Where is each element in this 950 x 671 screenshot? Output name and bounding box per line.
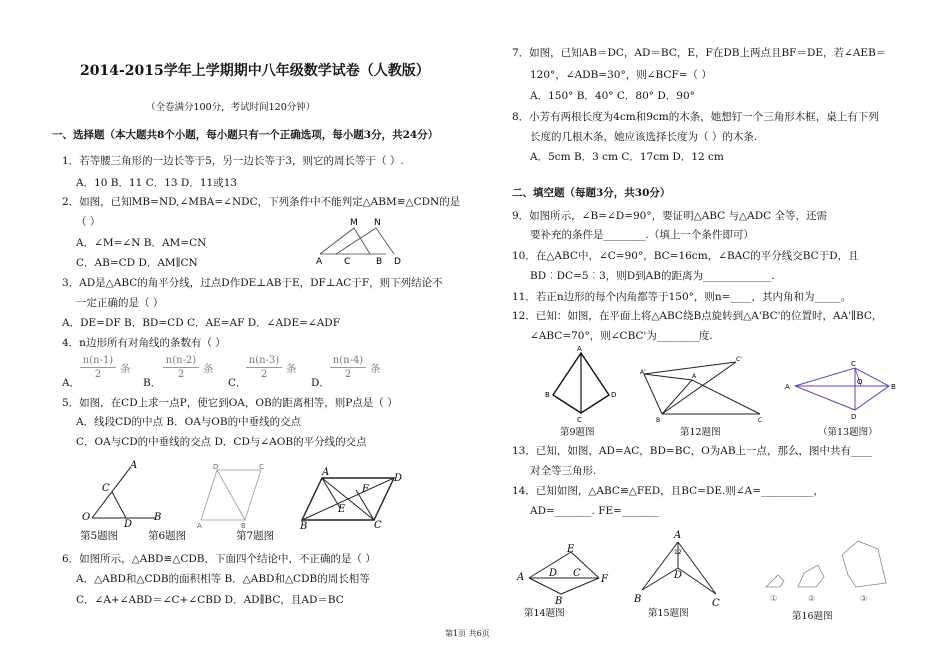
numerator: n(n-3) <box>248 355 280 366</box>
option-a-unit: 条 <box>120 363 131 375</box>
question-3-line-2: 一定正确的是（ ） <box>76 297 164 309</box>
question-7: 7．如图，已知AB＝DC，AD＝BC，E，F在DB上两点且BF＝DE，若∠AEB＝ <box>512 47 887 59</box>
figure-5 <box>80 458 170 528</box>
figure-14-caption: 第14题图 <box>524 608 565 619</box>
question-9: 9．如图所示，∠B=∠D=90°，要证明△ABC 与△ADC 全等，还需 <box>512 210 828 222</box>
option-c-unit: 条 <box>286 363 297 375</box>
question-11: 11．若正n边形的每个内角都等于150°，则n=____，其内角和为_____。 <box>512 291 852 303</box>
piece-3-label: ③ <box>860 594 868 603</box>
option-b-label: B． <box>143 377 162 389</box>
question-2-figure <box>316 216 406 266</box>
label-b: B <box>241 522 246 530</box>
label-a: A <box>130 460 138 471</box>
numerator: n(n-2) <box>165 355 197 366</box>
question-3-options: A．DE=DF B．BD=CD C．AE=AF D．∠ADE=∠ADF <box>62 317 340 329</box>
piece-2-label: ② <box>808 594 816 603</box>
question-14: 14．已知如图，△ABC≌△FED，且BC=DE.则∠A=__________， <box>512 485 825 497</box>
label-a: A <box>517 572 525 583</box>
question-5-options-1: A．线段CD的中点 B．OA与OB的中垂线的交点 <box>76 416 302 428</box>
label-c: C <box>712 598 720 609</box>
label-a: A <box>197 522 202 530</box>
question-2: 2．如图，已知MB=ND,∠MBA=∠NDC，下列条件中不能判定△ABM≌△CDN的是 <box>62 196 461 208</box>
denominator: 2 <box>260 369 268 380</box>
label-d: D <box>674 570 683 581</box>
label-m: M <box>350 218 358 228</box>
figure-12 <box>636 352 771 422</box>
option-b-unit: 条 <box>203 363 214 375</box>
label-c: C <box>758 417 763 424</box>
label-b: B <box>545 391 550 399</box>
label-d: D <box>394 473 403 484</box>
label-e: E <box>567 544 575 555</box>
label-a: A <box>692 373 697 380</box>
label-d: D <box>394 257 401 267</box>
option-d-label: D． <box>311 377 330 389</box>
figure-13-caption: （第13题图） <box>818 427 878 438</box>
question-4: 4．n边形所有对角线的条数有（ ） <box>62 337 226 349</box>
label-d: D <box>213 463 219 471</box>
denominator: 2 <box>344 369 352 380</box>
label-b: B <box>656 417 661 424</box>
label-c: C <box>577 416 582 424</box>
question-7-line-2: 120°，∠ADB=30°，则∠BCF=（ ） <box>530 69 712 81</box>
figure-7-caption: 第7题图 <box>236 530 275 542</box>
question-8-options: A．5cm B．3 cm C．17cm D．12 cm <box>530 151 724 163</box>
label-f: F <box>362 484 369 495</box>
figure-14 <box>515 542 615 607</box>
question-10-line-2: BD︰DC=5︰3，则D到AB的距离为_____________. <box>530 270 775 282</box>
label-c: C <box>102 483 110 494</box>
figure-15 <box>632 528 722 608</box>
option-c-label: C． <box>228 377 247 389</box>
figure-6-caption: 第6题图 <box>148 530 187 542</box>
label-d: D <box>549 568 558 579</box>
question-7-options: A．150° B．40° C．80° D．90° <box>530 90 695 102</box>
label-o: O <box>857 378 863 386</box>
denominator: 2 <box>177 369 185 380</box>
question-2-bracket: （ ） <box>76 216 101 228</box>
option-b-fraction <box>163 355 199 380</box>
label-f: F <box>601 574 608 585</box>
label-b: B <box>891 383 896 391</box>
question-6-options-2: C．∠A+∠ABD＝∠C+∠CBD D．AD∥BC，且AD＝BC <box>76 594 344 606</box>
label-c-prime: C' <box>736 356 742 363</box>
exam-info: （全卷满分100分，考试时间120分钟） <box>146 102 316 113</box>
label-a: A <box>785 383 790 391</box>
figure-16 <box>762 535 892 607</box>
label-d: D <box>611 391 617 399</box>
question-12-line-2: ∠ABC=70°，则∠CBC'为________度. <box>530 330 713 342</box>
question-5: 5．如图，在CD上求一点P，使它到OA，OB的距离相等，则P点是（ ） <box>62 397 398 409</box>
section-2-heading: 二、填空题（每题3分，共30分） <box>512 187 671 199</box>
piece-1-label: ① <box>770 594 778 603</box>
question-6-options-1: A．△ABD和△CDB的面积相等 B．△ABD和△CDB的周长相等 <box>76 573 370 585</box>
label-b: B <box>300 521 308 532</box>
label-c: C <box>344 257 351 267</box>
label-b: B <box>376 257 383 267</box>
question-1: 1．若等腰三角形的一边长等于5，另一边长等于3，则它的周长等于（ ）. <box>62 155 404 167</box>
question-3: 3．AD是△ABC的角平分线，过点D作DE⊥AB于E，DF⊥AC于F，则下列结论不 <box>62 277 443 289</box>
question-13: 13．已知，如图，AD=AC，BD=BC，O为AB上一点，那么，图中共有____ <box>512 445 873 457</box>
label-a: A <box>322 467 330 478</box>
question-5-options-2: C．OA与CD的中垂线的交点 D．CD与∠AOB的平分线的交点 <box>76 436 367 448</box>
option-a-label: A． <box>62 377 81 389</box>
question-14-line-2: AD=_______. FE=_______ <box>530 505 659 517</box>
label-c: C <box>851 360 856 368</box>
figure-5-caption: 第5题图 <box>80 530 119 542</box>
label-b: B <box>154 512 162 523</box>
label-d: D <box>124 519 133 530</box>
question-8-line-2: 长度的几根木条，她应该选择长度为（ ）的木条. <box>530 131 758 143</box>
numerator: n(n-4) <box>332 355 364 366</box>
option-c-fraction <box>246 355 282 380</box>
figure-6 <box>195 460 270 530</box>
figure-9 <box>545 345 625 423</box>
label-a: A <box>674 530 682 541</box>
question-6: 6．如图所示，△ABD≌△CDB，下面四个结论中，不正确的是（ ） <box>62 553 376 565</box>
figure-9-caption: 第9题图 <box>560 427 595 438</box>
label-n: N <box>374 218 381 228</box>
label-c: C <box>374 520 382 531</box>
numerator: n(n-1) <box>82 355 114 366</box>
section-1-heading: 一、选择题（本大题共8个小题，每小题只有一个正确选项，每小题3分，共24分） <box>52 129 439 141</box>
label-d: D <box>851 413 857 421</box>
question-10: 10．在△ABC中，∠C=90°，BC=16cm，∠BAC的平分线交BC于D，且 <box>512 250 859 262</box>
question-2-options-2: C．AB=CD D．AM∥CN <box>76 257 198 269</box>
page-footer: 第1页 共6页 <box>445 629 490 638</box>
figure-16-caption: 第16题图 <box>792 611 833 622</box>
question-2-options-1: A．∠M=∠N B．AM=CN <box>76 237 207 249</box>
label-e: E <box>338 504 346 515</box>
figure-15-caption: 第15题图 <box>648 608 689 619</box>
label-a: A <box>577 345 582 353</box>
label-b: B <box>634 594 642 605</box>
option-d-unit: 条 <box>370 363 381 375</box>
label-b: B <box>555 596 563 607</box>
question-9-line-2: 要补充的条件是________.（填上一个条件即可） <box>530 229 754 241</box>
label-c: C <box>573 568 581 579</box>
page-title: 2014-2015学年上学期期中八年级数学试卷（人教版） <box>80 63 430 79</box>
label-a-prime: A' <box>640 369 646 376</box>
figure-12-caption: 第12题图 <box>680 427 721 438</box>
label-angles: 12 <box>674 549 682 556</box>
label-o: O <box>82 512 91 523</box>
denominator: 2 <box>94 369 102 380</box>
figure-7 <box>300 464 405 532</box>
question-13-line-2: 对全等三角形. <box>530 465 597 477</box>
option-d-fraction <box>330 355 366 380</box>
question-12: 12．已知：如图，在平面上将△ABC绕B点旋转到△A'BC'的位置时，AA'∥BC， <box>512 310 883 322</box>
figure-13 <box>785 358 900 420</box>
question-8: 8．小芳有两根长度为4cm和9cm的木条，她想钉一个三角形木框，桌上有下列 <box>512 111 879 123</box>
label-c: C <box>259 463 264 471</box>
option-a-fraction <box>80 355 116 380</box>
label-a: A <box>316 257 323 267</box>
question-1-options: A．10 B．11 C．13 D．11或13 <box>76 177 238 189</box>
